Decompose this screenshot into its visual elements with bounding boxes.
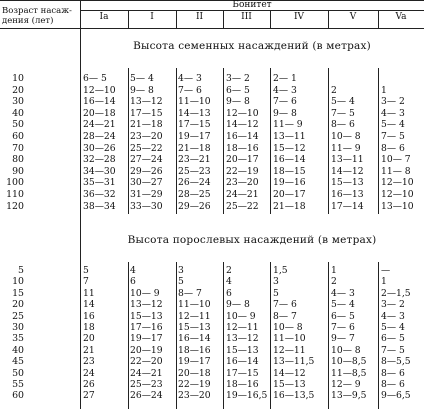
height-cell: 23—20 xyxy=(178,390,211,402)
height-cell: 19—17 xyxy=(130,333,163,345)
height-cell: 24—21 xyxy=(226,189,259,200)
height-cell: 1,5 xyxy=(273,265,288,276)
age-cell: 50 xyxy=(12,367,24,379)
height-cell: 17—15 xyxy=(130,107,163,119)
height-cell: 15—13 xyxy=(130,310,163,322)
height-cell: 8— 6 xyxy=(331,119,355,131)
height-cell: 23 xyxy=(83,356,95,368)
age-cell: 55 xyxy=(12,379,24,390)
height-cell: 3 xyxy=(273,276,279,288)
section-title-coppice: Высота порослевых насаждений (в метрах) xyxy=(127,234,377,246)
height-cell: 14—12 xyxy=(226,119,259,131)
age-cell: 110 xyxy=(6,189,24,200)
height-cell: 7— 6 xyxy=(273,299,297,311)
table-row xyxy=(0,144,424,154)
table-row xyxy=(0,120,424,130)
height-cell: 26—24 xyxy=(130,390,163,402)
height-cell: 10— 8 xyxy=(331,131,361,142)
height-cell: — xyxy=(381,265,391,276)
column-header-iii: III xyxy=(241,12,252,22)
height-cell: 8—5,5 xyxy=(381,356,411,368)
height-cell: 20—18 xyxy=(178,367,211,379)
height-cell: 11—10 xyxy=(178,96,211,108)
height-cell: 13—12 xyxy=(226,333,259,345)
height-cell: 17—15 xyxy=(226,367,259,379)
height-cell: 13—11 xyxy=(273,131,306,142)
height-cell: 1 xyxy=(331,265,337,276)
age-header-line2: дения (лет) xyxy=(2,16,54,26)
height-cell: 14—13 xyxy=(178,107,211,119)
height-cell: 16—13 xyxy=(331,189,364,200)
height-cell: 10— 7 xyxy=(381,154,411,166)
height-cell: 19—16 xyxy=(273,177,306,189)
age-header-line1: Возраст насаж- xyxy=(2,6,72,16)
height-cell: 27 xyxy=(83,390,95,402)
table-row xyxy=(0,346,424,356)
height-cell: 17—14 xyxy=(331,200,364,212)
height-cell: 15—12 xyxy=(273,142,306,154)
height-cell: 13—12 xyxy=(130,299,163,311)
height-cell: 4 xyxy=(226,276,232,288)
height-cell: 23—20 xyxy=(226,177,259,189)
age-cell: 10 xyxy=(12,73,24,84)
height-cell: 7— 5 xyxy=(331,107,355,119)
height-cell: 13—11,5 xyxy=(273,356,315,368)
height-cell: 19—17 xyxy=(178,131,211,142)
age-cell: 20 xyxy=(12,299,24,311)
age-cell: 15 xyxy=(12,287,24,299)
age-cell: 10 xyxy=(12,276,24,288)
height-cell: 5 xyxy=(273,287,279,299)
table-row xyxy=(0,391,424,401)
age-cell: 40 xyxy=(12,344,24,356)
height-cell: 24—21 xyxy=(130,367,163,379)
height-cell: 15—13 xyxy=(226,344,259,356)
height-cell: 18—16 xyxy=(226,142,259,154)
height-cell: 21 xyxy=(83,344,95,356)
height-cell: 3— 2 xyxy=(226,73,250,84)
height-cell: 16—14 xyxy=(83,96,116,108)
height-cell: 5— 4 xyxy=(331,96,355,108)
height-cell: 4— 3 xyxy=(178,73,202,84)
height-cell: 8— 7 xyxy=(273,310,297,322)
height-cell: 6— 5 xyxy=(331,310,355,322)
table-row xyxy=(0,178,424,188)
age-cell: 30 xyxy=(12,96,24,108)
height-cell: 6 xyxy=(226,287,232,299)
age-cell: 40 xyxy=(12,107,24,119)
table-row xyxy=(0,74,424,84)
height-cell: 5 xyxy=(83,265,89,276)
table-row xyxy=(0,380,424,390)
height-cell: 24 xyxy=(83,367,95,379)
section-title-seed: Высота семенных насаждений (в метрах) xyxy=(133,40,371,52)
column-header-ia: Ia xyxy=(99,12,109,22)
height-cell: 29—26 xyxy=(178,200,211,212)
column-header-va: Va xyxy=(395,12,407,22)
height-cell: 3 xyxy=(178,265,184,276)
height-cell: 7— 6 xyxy=(331,322,355,333)
height-cell: 7— 6 xyxy=(273,96,297,108)
height-cell: 5— 4 xyxy=(130,73,154,84)
height-cell: 17—15 xyxy=(178,119,211,131)
height-cell: 12—10 xyxy=(226,107,259,119)
height-cell: 5 xyxy=(178,276,184,288)
height-cell: 5— 4 xyxy=(381,322,405,333)
height-cell: 15—13 xyxy=(178,322,211,333)
table-row xyxy=(0,132,424,142)
bonitet-under-rule xyxy=(80,10,424,11)
age-cell: 30 xyxy=(12,322,24,333)
height-cell: 36—32 xyxy=(83,189,116,200)
height-cell: 35—31 xyxy=(83,177,116,189)
height-cell: 7 xyxy=(83,276,89,288)
height-cell: 13—10 xyxy=(381,200,414,212)
height-cell: 4— 3 xyxy=(273,84,297,96)
height-cell: 11 xyxy=(83,287,95,299)
height-cell: 5— 4 xyxy=(381,119,405,131)
height-cell: 4— 3 xyxy=(381,107,405,119)
height-cell: 12—10 xyxy=(83,84,116,96)
height-cell: 11—10 xyxy=(178,299,211,311)
height-cell: 26 xyxy=(83,379,95,390)
height-cell: 21—18 xyxy=(273,200,306,212)
height-cell: 19—16,5 xyxy=(226,390,268,402)
height-cell: 20—19 xyxy=(130,344,163,356)
column-header-ii: II xyxy=(195,12,204,22)
height-cell: 11— 9 xyxy=(273,119,303,131)
table-row xyxy=(0,202,424,212)
age-cell: 45 xyxy=(12,356,24,368)
age-cell: 80 xyxy=(12,154,24,166)
height-cell: 13—9,5 xyxy=(331,390,367,402)
table-row xyxy=(0,167,424,177)
column-header-v: V xyxy=(349,12,357,22)
height-cell: 18—16 xyxy=(226,379,259,390)
height-cell: 14—12 xyxy=(331,165,364,177)
height-cell: 12—11 xyxy=(226,322,259,333)
column-header-iv: IV xyxy=(293,12,305,22)
column-header-i: I xyxy=(150,12,154,22)
height-cell: 2 xyxy=(226,265,232,276)
table-row xyxy=(0,109,424,119)
height-cell: 8— 6 xyxy=(381,379,405,390)
height-cell: 1 xyxy=(381,84,387,96)
height-cell: 9— 8 xyxy=(226,96,250,108)
height-cell: 2— 1 xyxy=(273,73,297,84)
height-cell: 2 xyxy=(331,276,337,288)
age-cell: 25 xyxy=(12,310,24,322)
height-cell: 8— 7 xyxy=(178,287,202,299)
height-cell: 22—19 xyxy=(178,379,211,390)
height-cell: 38—34 xyxy=(83,200,116,212)
height-cell: 30—26 xyxy=(83,142,116,154)
height-cell: 3— 2 xyxy=(381,96,405,108)
table-row xyxy=(0,334,424,344)
height-cell: 2—1,5 xyxy=(381,287,411,299)
height-cell: 25—22 xyxy=(226,200,259,212)
height-cell: 16—14 xyxy=(226,131,259,142)
height-cell: 22—20 xyxy=(130,356,163,368)
height-cell: 9— 8 xyxy=(130,84,154,96)
height-cell: 8— 6 xyxy=(381,142,405,154)
age-cell: 20 xyxy=(12,84,24,96)
table-row xyxy=(0,300,424,310)
height-cell: 6— 5 xyxy=(226,84,250,96)
age-cell: 50 xyxy=(12,119,24,131)
height-cell: 16—14 xyxy=(178,333,211,345)
height-cell: 21—18 xyxy=(178,142,211,154)
height-cell: 14—12 xyxy=(273,367,306,379)
age-cell: 35 xyxy=(12,333,24,345)
height-cell: 11— 9 xyxy=(331,142,361,154)
height-cell: 7— 6 xyxy=(178,84,202,96)
height-cell: 29—26 xyxy=(130,165,163,177)
height-cell: 25—22 xyxy=(130,142,163,154)
age-cell: 5 xyxy=(18,265,24,276)
height-cell: 4— 3 xyxy=(381,310,405,322)
height-cell: 12—11 xyxy=(178,310,211,322)
header-bottom-rule xyxy=(0,28,424,29)
height-cell: 20—17 xyxy=(226,154,259,166)
table-row xyxy=(0,97,424,107)
table-row xyxy=(0,323,424,333)
height-cell: 6— 5 xyxy=(83,73,107,84)
height-cell: 13—12 xyxy=(130,96,163,108)
height-cell: 16—14 xyxy=(273,154,306,166)
height-cell: 18 xyxy=(83,322,95,333)
height-cell: 32—28 xyxy=(83,154,116,166)
height-cell: 23—20 xyxy=(130,131,163,142)
height-cell: 2 xyxy=(331,84,337,96)
height-cell: 18—15 xyxy=(273,165,306,177)
height-cell: 16—14 xyxy=(226,356,259,368)
age-cell: 120 xyxy=(6,200,24,212)
height-cell: 12—10 xyxy=(381,177,414,189)
height-cell: 11—10 xyxy=(273,333,306,345)
height-cell: 24—21 xyxy=(83,119,116,131)
height-cell: 22—19 xyxy=(226,165,259,177)
height-cell: 20—17 xyxy=(273,189,306,200)
height-cell: 20—18 xyxy=(83,107,116,119)
table-row xyxy=(0,312,424,322)
height-cell: 17—16 xyxy=(130,322,163,333)
height-cell: 19—17 xyxy=(178,356,211,368)
table-row xyxy=(0,289,424,299)
age-column-header xyxy=(2,6,72,26)
height-cell: 4 xyxy=(130,265,136,276)
table-row xyxy=(0,266,424,276)
height-cell: 12—10 xyxy=(381,189,414,200)
height-cell: 28—24 xyxy=(83,131,116,142)
height-cell: 10— 8 xyxy=(331,344,361,356)
table-row xyxy=(0,190,424,200)
table-row xyxy=(0,369,424,379)
height-cell: 18—16 xyxy=(178,344,211,356)
height-cell: 12—11 xyxy=(273,344,306,356)
height-cell: 1 xyxy=(381,276,387,288)
height-cell: 9— 8 xyxy=(226,299,250,311)
height-cell: 33—30 xyxy=(130,200,163,212)
height-cell: 25—23 xyxy=(178,165,211,177)
height-cell: 26—24 xyxy=(178,177,211,189)
height-cell: 10— 8 xyxy=(273,322,303,333)
height-cell: 20 xyxy=(83,333,95,345)
age-cell: 60 xyxy=(12,390,24,402)
height-cell: 9—6,5 xyxy=(381,390,411,402)
height-cell: 10— 9 xyxy=(226,310,256,322)
height-cell: 11—8,5 xyxy=(331,367,367,379)
height-cell: 34—30 xyxy=(83,165,116,177)
height-cell: 30—27 xyxy=(130,177,163,189)
height-cell: 14 xyxy=(83,299,95,311)
height-cell: 16 xyxy=(83,310,95,322)
height-cell: 7— 5 xyxy=(381,344,405,356)
height-cell: 7— 5 xyxy=(381,131,405,142)
height-cell: 6 xyxy=(130,276,136,288)
age-cell: 70 xyxy=(12,142,24,154)
height-cell: 21—18 xyxy=(130,119,163,131)
height-cell: 4— 3 xyxy=(331,287,355,299)
age-cell: 100 xyxy=(6,177,24,189)
table-row xyxy=(0,277,424,287)
height-cell: 31—29 xyxy=(130,189,163,200)
bonitet-header: Бонитет xyxy=(232,0,272,10)
height-cell: 27—24 xyxy=(130,154,163,166)
table-row xyxy=(0,155,424,165)
height-cell: 28—25 xyxy=(178,189,211,200)
height-cell: 8— 6 xyxy=(381,367,405,379)
height-cell: 23—21 xyxy=(178,154,211,166)
height-cell: 3— 2 xyxy=(381,299,405,311)
height-cell: 16—13,5 xyxy=(273,390,315,402)
height-cell: 6— 5 xyxy=(381,333,405,345)
height-cell: 25—23 xyxy=(130,379,163,390)
height-cell: 15—13 xyxy=(331,177,364,189)
height-cell: 12— 9 xyxy=(331,379,361,390)
height-cell: 5— 4 xyxy=(331,299,355,311)
age-cell: 90 xyxy=(12,165,24,177)
table-row xyxy=(0,86,424,96)
height-cell: 10—8,5 xyxy=(331,356,367,368)
table-row xyxy=(0,357,424,367)
height-cell: 9— 7 xyxy=(331,333,355,345)
age-cell: 60 xyxy=(12,131,24,142)
height-cell: 10— 9 xyxy=(130,287,160,299)
height-cell: 13—11 xyxy=(331,154,364,166)
height-cell: 9— 8 xyxy=(273,107,297,119)
height-cell: 15—13 xyxy=(273,379,306,390)
height-cell: 11— 8 xyxy=(381,165,411,177)
